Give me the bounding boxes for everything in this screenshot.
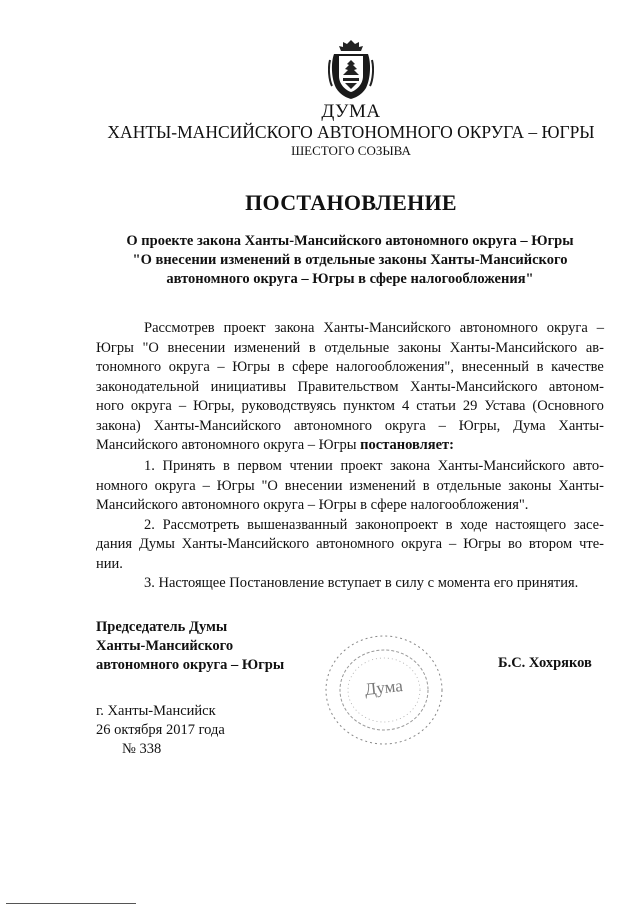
decides-keyword: постановляет: [360,437,454,453]
subject-line: О проекте закона Ханты-Мансийского автономного округа – Югры [126,233,574,249]
signatory-title-line: автономного округа – Югры [96,657,285,673]
text-line: Мансийского автономного округа – Югры [96,437,357,453]
convocation: ШЕСТОГО СОЗЫВА [291,143,411,158]
signatory-title [96,618,284,675]
subject-line: "О внесении изменений в отдельные законы Ханты-Мансийского [132,252,568,268]
signatory-title-line: Председатель Думы [96,619,228,635]
official-stamp [318,630,448,748]
text-line: нии. [96,555,123,572]
document-footer [96,702,225,759]
preamble-paragraph [96,319,604,456]
resolution-items [96,457,604,594]
signatory-title-line: Ханты-Мансийского [96,638,234,654]
text-line: Рассмотрев проект закона Ханты-Мансийского автономного округа – [144,320,604,336]
text-line-final [96,436,604,456]
document-subject [95,232,605,289]
org-name: ДУМА [321,101,381,122]
document-type-title: ПОСТАНОВЛЕНИЕ [245,190,457,215]
text-line: 3. Настоящее Постановление вступает в силу с момента его принятия. [144,575,579,591]
divider [6,903,136,904]
text-line: 1. Принять в первом чтении проект закона Ханты-Мансийского авто- [144,458,604,474]
text-line: ного округа – Югры, руководствуясь пунктом 4 статьи 29 Устава (Основного [96,398,604,414]
text-line: 2. Рассмотреть вышеназванный законопроект в ходе настоящего засе- [144,516,604,533]
text-line: Мансийского автономного округа – Югры в сфере налогообложения". [96,497,529,513]
city: г. Ханты-Мансийск [96,703,216,719]
subject-line: автономного округа – Югры в сфере налогообложения" [166,271,534,287]
text-line: дания Думы Ханты-Мансийского автономного округа – Югры во втором чте- [96,536,604,552]
text-line: тономного округа – Югры в сфере налогообложения", внесенный в качестве [96,359,604,375]
coat-of-arms-icon [328,38,374,100]
document-number: № 338 [122,741,162,757]
text-line: закона) Ханты-Мансийского автономного округа – Югры, Дума Ханты- [96,417,604,434]
text-line: номного округа – Югры "О внесении изменений в отдельные законы Ханты- [96,477,604,494]
date: 26 октября 2017 года [96,722,225,738]
signatory-name: Б.С. Хохряков [498,655,592,671]
text-line: Югры "О внесении изменений в отдельные законы Ханты-Мансийского ав- [96,339,604,356]
stamp-text: Дума [363,676,404,699]
region-name: ХАНТЫ-МАНСИЙСКОГО АВТОНОМНОГО ОКРУГА – ЮГРЫ [107,122,595,142]
text-line: законодательной инициативы Правительством Ханты-Мансийского автоном- [96,378,604,395]
